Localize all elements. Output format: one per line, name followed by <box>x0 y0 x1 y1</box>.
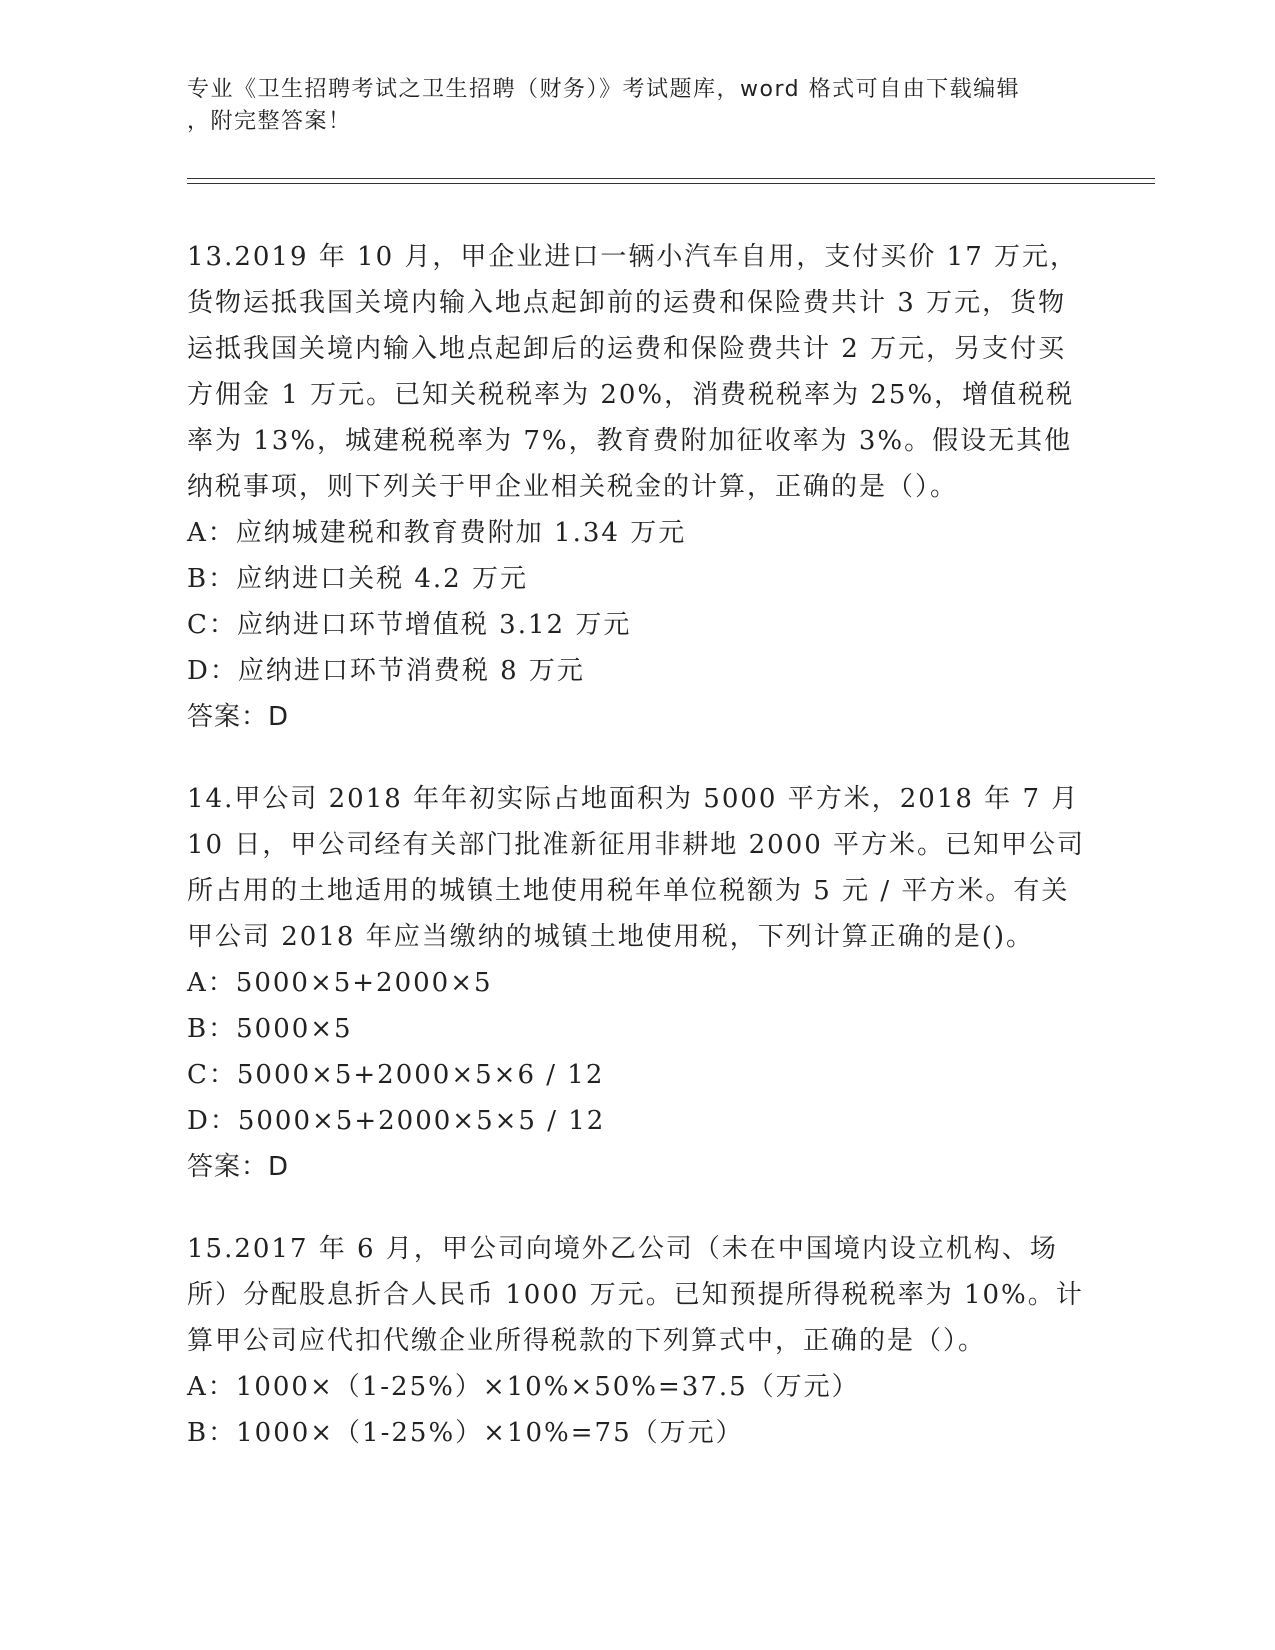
question-14 <box>187 776 1087 1190</box>
question-stem: 14.甲公司 2018 年年初实际占地面积为 5000 平方米，2018 年 7 月 10 日，甲公司经有关部门批准新征用非耕地 2000 平方米。已知甲公司所占用的土地适用的城镇土地使用税年单位税额为 5 元 / 平方米。有关甲公司 2018 年应当缴纳的城镇土地使用税，下列计算正确的是()。 <box>187 784 1086 952</box>
option-b: B：应纳进口关税 4.2 万元 <box>187 564 528 594</box>
document-header <box>187 74 1087 138</box>
header-rule-top <box>187 178 1155 179</box>
header-line-1: 专业《卫生招聘考试之卫生招聘（财务）》考试题库，word 格式可自由下载编辑 <box>187 77 1021 102</box>
answer-line: 答案：D <box>187 702 290 732</box>
question-stem: 13.2019 年 10 月，甲企业进口一辆小汽车自用，支付买价 17 万元，货物运抵我国关境内输入地点起卸前的运费和保险费共计 3 万元，货物运抵我国关境内输入地点起卸后的运费和保险费共计 2 万元，另支付买方佣金 1 万元。已知关税税率为 20%，消费税税率为 25%，增值税税率为 13%，城建税税率为 7%，教育费附加征收率为 3%。假设无其他纳税事项，则下列关于甲企业相关税金的计算，正确的是（）。 <box>187 242 1079 502</box>
option-c: C：5000×5+2000×5×6 / 12 <box>187 1060 605 1090</box>
option-b: B：5000×5 <box>187 1014 353 1044</box>
option-d: D：应纳进口环节消费税 8 万元 <box>187 656 585 686</box>
answer-line: 答案：D <box>187 1152 290 1182</box>
option-d: D：5000×5+2000×5×5 / 12 <box>187 1106 606 1136</box>
question-15 <box>187 1226 1087 1456</box>
option-a: A：应纳城建税和教育费附加 1.34 万元 <box>187 518 687 548</box>
option-a: A：1000×（1-25%）×10%×50%=37.5（万元） <box>187 1372 860 1402</box>
question-stem: 15.2017 年 6 月，甲公司向境外乙公司（未在中国境内设立机构、场所）分配股息折合人民币 1000 万元。已知预提所得税税率为 10%。计算甲公司应代扣代缴企业所得税款的下列算式中，正确的是（）。 <box>187 1234 1084 1356</box>
header-rule-bottom <box>187 183 1155 184</box>
option-a: A：5000×5+2000×5 <box>187 968 493 998</box>
question-list <box>187 234 1087 1492</box>
option-c: C：应纳进口环节增值税 3.12 万元 <box>187 610 632 640</box>
question-13 <box>187 234 1087 740</box>
header-line-2: ，附完整答案！ <box>187 109 352 134</box>
option-b: B：1000×（1-25%）×10%=75（万元） <box>187 1418 744 1448</box>
